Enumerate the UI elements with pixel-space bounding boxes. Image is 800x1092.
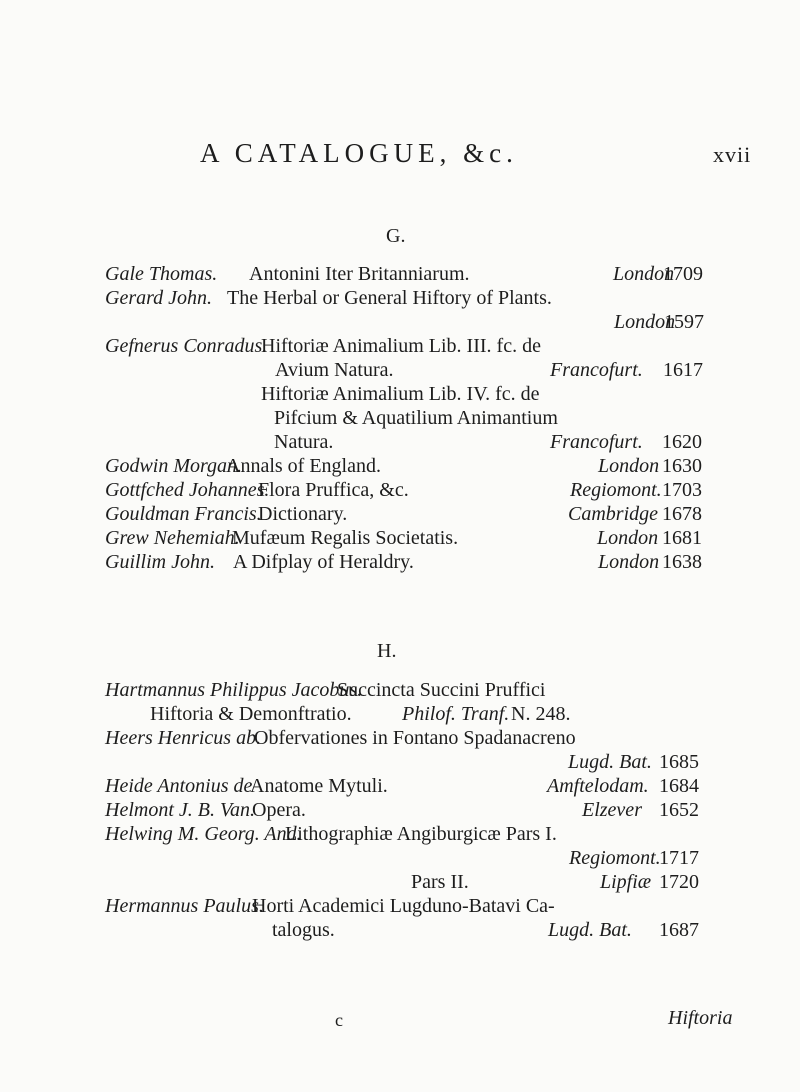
entry-year: 1597	[664, 311, 704, 333]
entry-year: 1685	[659, 751, 699, 773]
entry-title: Antonini Iter Britanniarum.	[249, 263, 470, 285]
entry-year: 1709	[663, 263, 703, 285]
entry-year: 1687	[659, 919, 699, 941]
entry-place: Lipfiæ	[600, 871, 652, 893]
catchword: Hiftoria	[668, 1007, 733, 1029]
entry-title: Anatome Mytuli.	[250, 775, 388, 797]
entry-title: Natura.	[274, 431, 334, 453]
entry-year: N. 248.	[511, 703, 571, 725]
entry-place: Regiomont.	[569, 847, 661, 869]
entry-place: London	[614, 311, 676, 333]
entry-title: Hiftoriæ Animalium Lib. IV. fc. de	[261, 383, 540, 405]
entry-year: 1678	[662, 503, 702, 525]
entry-place: Francofurt.	[550, 359, 643, 381]
entry-title: A Difplay of Heraldry.	[233, 551, 414, 573]
entry-author: Gerard John.	[105, 287, 213, 309]
entry-place: Francofurt.	[550, 431, 643, 453]
entry-year: 1630	[662, 455, 702, 477]
entry-author: Grew Nehemiah.	[105, 527, 240, 549]
entry-title: Opera.	[252, 799, 306, 821]
entry-author: Heers Henricus ab.	[105, 727, 262, 749]
entry-title: The Herbal or General Hiftory of Plants.	[227, 287, 552, 309]
entry-author: Helmont J. B. Van.	[105, 799, 255, 821]
entry-author: Godwin Morgan.	[105, 455, 243, 477]
entry-author: Gouldman Francis.	[105, 503, 262, 525]
entry-author: Gefnerus Conradus.	[105, 335, 268, 357]
section-letter-g: G.	[386, 225, 406, 247]
entry-title: Hiftoriæ Animalium Lib. III. fc. de	[261, 335, 541, 357]
entry-author: Gale Thomas.	[105, 263, 218, 285]
entry-place: Lugd. Bat.	[568, 751, 652, 773]
page-number: xvii	[713, 142, 752, 167]
entry-year: 1684	[659, 775, 699, 797]
entry-place: Cambridge	[568, 503, 658, 525]
entry-place: London	[598, 551, 660, 573]
entry-place: London	[598, 455, 660, 477]
entry-year: 1617	[663, 359, 703, 381]
entry-title: Flora Pruffica, &c.	[258, 479, 409, 501]
entry-title: Avium Natura.	[275, 359, 394, 381]
entry-title: Pars II.	[411, 871, 469, 893]
entry-author: Heide Antonius de	[105, 775, 253, 797]
page-header-title: A CATALOGUE, &c.	[200, 138, 518, 168]
entry-title: Annals of England.	[226, 455, 381, 477]
section-letter-h: H.	[377, 640, 397, 662]
entry-author: Gottfched Johannes.	[105, 479, 270, 501]
entry-year: 1717	[659, 847, 699, 869]
entry-title: Lithographiæ Angiburgicæ Pars I.	[285, 823, 557, 845]
entry-place: London	[613, 263, 675, 285]
entry-year: 1703	[662, 479, 702, 501]
entry-year: 1720	[659, 871, 699, 893]
entry-title: Succincta Succini Pruffici	[337, 679, 546, 701]
entry-author: Hermannus Paulus.	[105, 895, 264, 917]
entry-year: 1652	[659, 799, 699, 821]
entry-year: 1620	[662, 431, 702, 453]
entry-author: Helwing M. Georg. And.	[105, 823, 302, 845]
entry-place: Philof. Tranf.	[402, 703, 510, 725]
entry-title: Hiftoria & Demonftratio.	[150, 703, 352, 725]
entry-year: 1638	[662, 551, 702, 573]
entry-place: Elzever	[582, 799, 642, 821]
entry-title: talogus.	[272, 919, 335, 941]
entry-place: London	[597, 527, 659, 549]
entry-place: Amftelodam.	[547, 775, 649, 797]
entry-title: Pifcium & Aquatilium Animantium	[274, 407, 558, 429]
entry-title: Horti Academici Lugduno-Batavi Ca-	[252, 895, 555, 917]
entry-place: Lugd. Bat.	[548, 919, 632, 941]
entry-title: Obfervationes in Fontano Spadanacreno	[254, 727, 576, 749]
entry-author: Hartmannus Philippus Jacobus.	[105, 679, 363, 701]
entry-place: Regiomont.	[570, 479, 662, 501]
entry-title: Dictionary.	[258, 503, 348, 525]
entry-author: Guillim John.	[105, 551, 215, 573]
entry-year: 1681	[662, 527, 702, 549]
entry-title: Mufæum Regalis Societatis.	[232, 527, 459, 549]
signature-mark: c	[335, 1010, 343, 1030]
